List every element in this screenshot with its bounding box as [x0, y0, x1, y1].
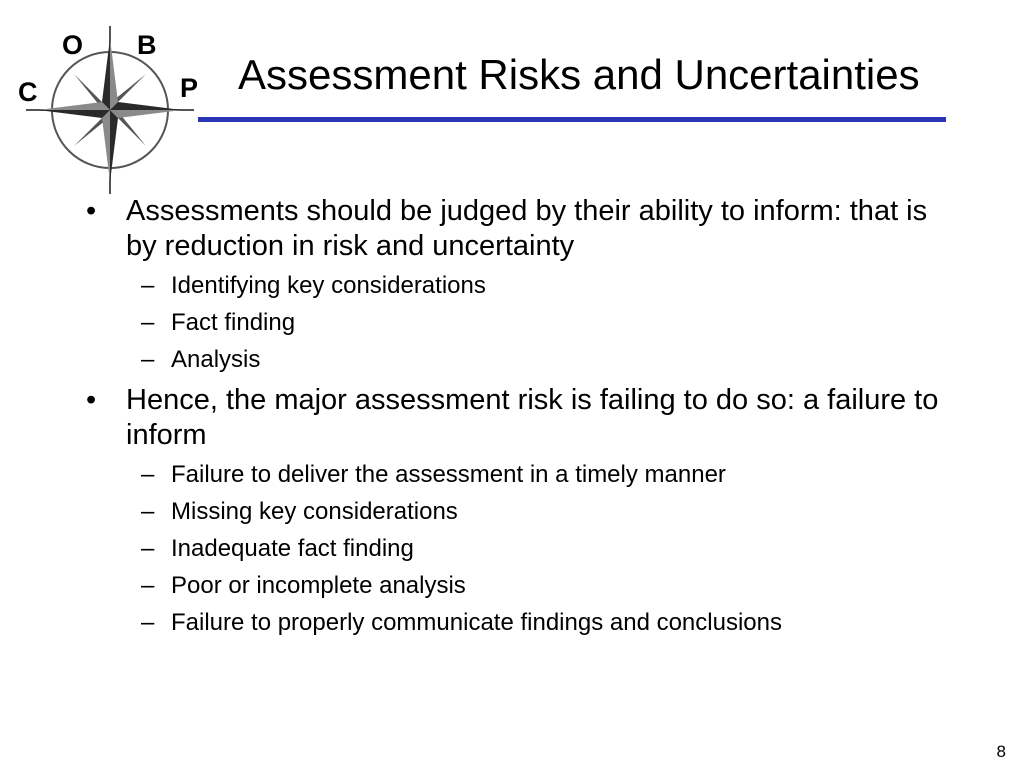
- slide-body: [86, 194, 946, 645]
- slide-title: Assessment Risks and Uncertainties: [238, 51, 920, 98]
- sub-item: [86, 460, 946, 490]
- sub-item: [86, 271, 946, 301]
- bullet-item: [86, 194, 946, 264]
- sub-item-text: Identifying key considerations: [171, 272, 486, 299]
- sub-list: [86, 271, 946, 375]
- sub-marker: –: [141, 272, 155, 299]
- sub-item-text: Failure to properly communicate findings and conclusions: [171, 609, 782, 636]
- sub-marker: –: [141, 535, 155, 562]
- bullet-marker: •: [86, 195, 97, 227]
- logo-letter-b: B: [137, 30, 157, 60]
- sub-marker: –: [141, 309, 155, 336]
- title-underline: [198, 117, 946, 122]
- sub-item-text: Failure to deliver the assessment in a timely manner: [171, 461, 726, 488]
- sub-item: [86, 345, 946, 375]
- sub-item-text: Analysis: [171, 346, 261, 373]
- bullet-text: Assessments should be judged by their ability to inform: that is by reduction in risk and uncertainty: [126, 195, 928, 262]
- sub-item-text: Missing key considerations: [171, 498, 458, 525]
- sub-marker: –: [141, 572, 155, 599]
- bullet-text: Hence, the major assessment risk is failing to do so: a failure to inform: [126, 384, 939, 451]
- bullet-item: [86, 383, 946, 453]
- sub-item: [86, 608, 946, 638]
- page-number: 8: [996, 742, 1006, 761]
- logo-letter-p: P: [180, 73, 199, 103]
- bullet-marker: •: [86, 384, 97, 416]
- sub-marker: –: [141, 461, 155, 488]
- sub-item: [86, 571, 946, 601]
- sub-marker: –: [141, 498, 155, 525]
- logo-letter-o: O: [62, 30, 84, 60]
- sub-item-text: Inadequate fact finding: [171, 535, 414, 562]
- sub-item: [86, 534, 946, 564]
- ocbp-logo: [18, 18, 213, 198]
- sub-list: [86, 460, 946, 638]
- sub-item: [86, 308, 946, 338]
- sub-marker: –: [141, 346, 155, 373]
- sub-item-text: Fact finding: [171, 309, 296, 336]
- sub-item-text: Poor or incomplete analysis: [171, 572, 466, 599]
- sub-item: [86, 497, 946, 527]
- sub-marker: –: [141, 609, 155, 636]
- compass-rose-icon: [18, 18, 213, 198]
- logo-letter-c: C: [18, 77, 38, 107]
